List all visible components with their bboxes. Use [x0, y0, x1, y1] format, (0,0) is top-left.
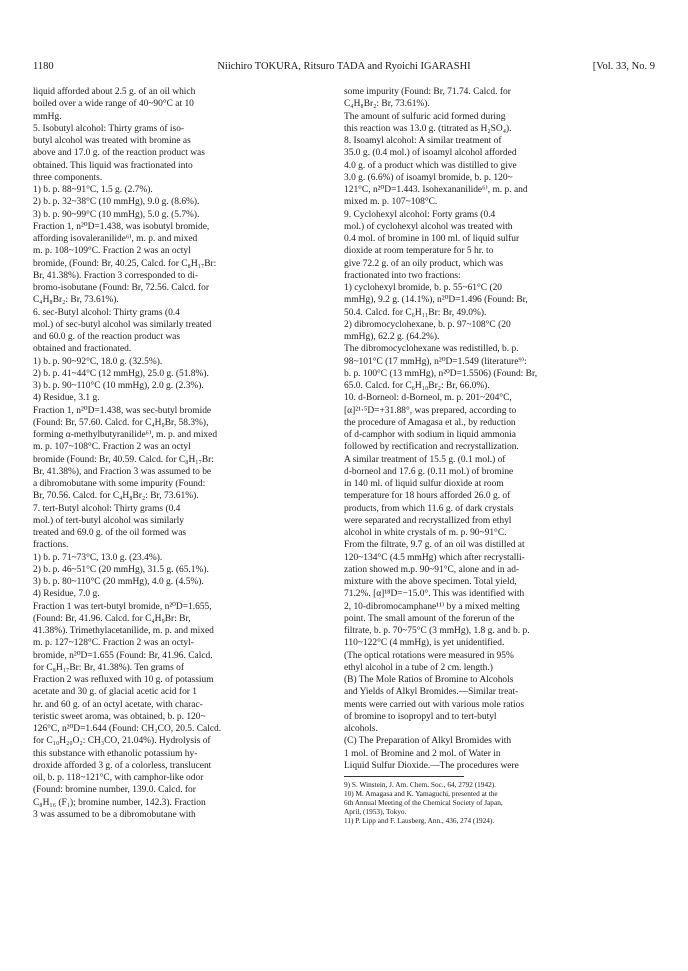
text-line: mol.) of tert-butyl alcohol was similarly [33, 515, 184, 526]
text-line: mmHg. [33, 111, 62, 122]
text-line: alcohols. [344, 724, 378, 734]
text-line: From the filtrate, 9.7 g. of an oil was distilled at [344, 540, 525, 551]
text-line: 35.0 g. (0.4 mol.) of isoamyl alcohol afforded [344, 148, 517, 159]
text-line: acetate and 30 g. of glacial acetic acid for 1 [33, 687, 198, 698]
text-line: Liquid Sulfur Dioxide.—The procedures were [344, 760, 519, 771]
text-line: boiled over a wide range of 40~90°C at 10 [33, 99, 194, 110]
text-line: (B) The Mole Ratios of Bromine to Alcohols [344, 675, 514, 685]
text-line: Fraction 1 was tert-butyl bromide, n²⁰D=1.655, [33, 601, 212, 612]
text-line: Br, 70.56. Calcd. for C₄H₈Br₂: Br, 73.61%). [33, 491, 199, 502]
text-line: mol.) of sec-butyl alcohol was similarly treated [33, 319, 212, 330]
text-line: three components. [33, 172, 103, 183]
text-line: bromide, (Found: Br, 40.25, Calcd. for C₈H₁₇Br: [33, 258, 217, 269]
text-line: bromide (Found: Br, 40.59. Calcd. for C₈H₁₇Br: [33, 454, 214, 465]
text-line: 0.4 mol. of bromine in 100 ml. of liquid sulfur [344, 234, 520, 244]
text-line: some impurity (Found: Br, 71.74. Calcd. for [344, 87, 511, 97]
text-line: 4) Residue, 3.1 g. [33, 393, 100, 404]
text-line: 10. d-Borneol: d-Borneol, m. p. 201~204°C, [344, 393, 512, 404]
text-line: 121°C, n²⁰D=1.443. Isohexananilide⁶⁾, m. p. and [344, 185, 528, 195]
text-line: above and 17.0 g. of the reaction product was [33, 148, 205, 159]
text-line: 9. Cyclohexyl alcohol: Forty grams (0.4 [344, 209, 496, 220]
text-line: Fraction 2 was refluxed with 10 g. of potassium [33, 675, 214, 685]
text-line: of d-camphor with sodium in liquid ammonia [344, 430, 516, 440]
text-line: teristic sweet aroma, was obtained, b. p. 120~ [33, 711, 206, 722]
text-line: 126°C, n²⁰D=1.644 (Found: CH₃CO, 20.5. Calcd. [33, 724, 222, 734]
text-line: (C) The Preparation of Alkyl Bromides with [344, 736, 512, 747]
text-line: 2) b. p. 32~38°C (10 mmHg), 9.0 g. (8.6%). [33, 197, 200, 208]
text-line: A similar treatment of 15.5 g. (0.1 mol.) of [344, 454, 506, 465]
text-line: 4.0 g. of a product which was distilled to give [344, 160, 517, 171]
text-line: ments were carried out with various mole ratios [344, 699, 525, 710]
text-line: 3 was assumed to be a dibromobutane with [33, 809, 196, 820]
text-line: this substance with ethanolic potassium hy- [33, 748, 198, 759]
text-line: 6. sec-Butyl alcohol: Thirty grams (0.4 [33, 307, 180, 318]
text-line: products, from which 11.6 g. of dark crystals [344, 503, 514, 514]
text-line: oil, b. p. 118~121°C, with camphor-like odor [33, 773, 204, 783]
text-line: 3) b. p. 90~110°C (10 mmHg), 2.0 g. (2.3%). [33, 381, 204, 391]
text-line: 2) b. p. 46~51°C (20 mmHg), 31.5 g. (65.1%). [33, 564, 209, 575]
text-line: 71.2%. [α]¹⁸D=−15.0°. This was identified with [344, 589, 525, 600]
text-line: m. p. 127~128°C. Fraction 2 was an octyl- [33, 638, 194, 649]
text-line: bromo-isobutane (Found: Br, 72.56. Calcd. for [33, 283, 210, 293]
running-header [33, 60, 655, 74]
text-line: 1) b. p. 71~73°C, 13.0 g. (23.4%). [33, 552, 163, 563]
text-line: 1) cyclohexyl bromide, b. p. 55~61°C (20 [344, 283, 503, 293]
text-line: were separated and recrystallized from ethyl [344, 515, 512, 526]
text-line: treated and 69.0 g. of the oil formed was [33, 528, 187, 538]
text-line: (The optical rotations were measured in 95% [344, 650, 514, 661]
page-number: 1180 [33, 61, 54, 72]
text-line: temperature for 18 hours afforded 26.0 g. of [344, 491, 511, 502]
text-line: 2) b. p. 41~44°C (12 mmHg), 25.0 g. (51.8%). [33, 368, 209, 379]
text-line: give 72.2 g. of an oily product, which was [344, 258, 504, 269]
text-line: filtrate, b. p. 70~75°C (3 mmHg), 1.8 g. and b. p. [344, 626, 530, 636]
text-line: m. p. 108~109°C. Fraction 2 was an octyl [33, 246, 191, 257]
footnote-line: 9) S. Winstein, J. Am. Chem. Soc., 64, 2792 (1942). [344, 780, 496, 789]
header-authors: Niichiro TOKURA, Ritsuro TADA and Ryoichi IGARASHI [217, 61, 471, 72]
text-line: (Found: bromine number, 139.0. Calcd. for [33, 785, 196, 796]
text-line: obtained and fractionated. [33, 344, 132, 355]
text-line: 3.0 g. (6.6%) of isoamyl bromide, b. p. 120~ [344, 172, 513, 183]
text-line: fractions. [33, 540, 69, 551]
text-line: (Found: Br, 41.96. Calcd. for C₄H₉Br: Br, [33, 613, 191, 624]
text-line: 41.38%). Trimethylacetanilide, m. p. and mixed [33, 626, 214, 636]
text-line: mmHg), 9.2 g. (14.1%), n²⁰D=1.496 (Found: Br, [344, 295, 528, 306]
text-line: mixed m. p. 107~108°C. [344, 197, 438, 208]
text-line: [α]²¹·⁵D=+31.88°, was prepared, according to [344, 405, 517, 416]
text-line: and Yields of Alkyl Bromides.—Similar treat- [344, 687, 519, 698]
text-line: b. p. 100°C (13 mmHg), n²⁰D=1.5506) (Found: Br, [344, 368, 538, 379]
text-line: mmHg), 62.2 g. (64.2%). [344, 332, 440, 342]
text-line: fractionated into two fractions: [344, 270, 461, 281]
text-line: dioxide at room temperature for 5 hr. to [344, 246, 494, 257]
text-line: mol.) of cyclohexyl alcohol was treated with [344, 221, 513, 232]
text-line: mixture with the above specimen. Total yield, [344, 577, 517, 587]
text-line: for C₈H₁₇Br: Br, 41.38%). Ten grams of [33, 662, 184, 673]
text-line: 1 mol. of Bromine and 2 mol. of Water in [344, 748, 501, 759]
text-line: followed by rectification and recrystallization. [344, 442, 519, 453]
text-line: alcohol in white crystals of m. p. 90~91°C. [344, 528, 507, 538]
footnote-line: April, (1953), Tokyo. [344, 807, 407, 816]
text-line: this reaction was 13.0 g. (titrated as H₂SO₄). [344, 123, 512, 134]
text-line: a dibromobutane with some impurity (Found: [33, 479, 206, 489]
text-line: 50.4. Calcd. for C₆H₁₁Br: Br, 49.0%). [344, 307, 487, 318]
text-line: 2, 10-dibromocamphane¹¹⁾ by a mixed melting [344, 601, 520, 612]
text-line: 3) b. p. 80~110°C (20 mmHg), 4.0 g. (4.5%). [33, 577, 204, 587]
footnote-line: 11) P. Lipp and F. Lausberg, Ann., 436, 274 (1924). [344, 816, 495, 825]
text-line: 1) b. p. 90~92°C, 18.0 g. (32.5%). [33, 356, 163, 367]
text-line: Br, 41.38%), and Fraction 3 was assumed to be [33, 466, 212, 477]
text-line: The dibromocyclohexane was redistilled, b. p. [344, 344, 519, 355]
text-line: d-borneol and 17.6 g. (0.11 mol.) of bromine [344, 466, 514, 477]
right-column-body [344, 86, 650, 772]
text-line: droxide afforded 3 g. of a colorless, translucent [33, 760, 212, 771]
left-column [33, 86, 339, 821]
text-line: Br, 41.38%). Fraction 3 corresponded to di- [33, 270, 199, 281]
text-line: bromide, n²⁰D=1.655 (Found: Br, 41.96. Calcd. [33, 650, 213, 661]
text-line: butyl alcohol was treated with bromine as [33, 136, 191, 146]
text-line: forming α-methylbutyranilide⁶⁾, m. p. and mixed [33, 430, 218, 440]
text-line: affording isovaleranilide⁶⁾, m. p. and mixed [33, 234, 198, 244]
text-line: 120~134°C (4.5 mmHg) which after recrystalli- [344, 552, 525, 563]
footnote-line: 6th Annual Meeting of the Chemical Society of Japan, [344, 798, 503, 807]
text-line: in 140 ml. of liquid sulfur dioxide at room [344, 479, 504, 489]
footnotes [344, 780, 650, 825]
text-line: ethyl alcohol in a tube of 2 cm. length.) [344, 662, 493, 673]
text-line: 4) Residue, 7.0 g. [33, 589, 100, 600]
text-line: obtained. This liquid was fractionated into [33, 160, 193, 171]
text-line: The amount of sulfuric acid formed during [344, 111, 506, 122]
text-line: Fraction 1, n²⁰D=1.438, was sec-butyl bromide [33, 405, 212, 416]
text-line: 65.0. Calcd. for C₆H₁₀Br₂: Br, 66.0%). [344, 381, 490, 391]
text-line: (Found: Br, 57.60. Calcd. for C₄H₉Br, 58.3%), [33, 417, 209, 428]
text-line: 5. Isobutyl alcohol: Thirty grams of iso- [33, 123, 185, 134]
footnote-line: 10) M. Amagasa and K. Yamaguchi, presented at the [344, 789, 498, 798]
text-line: 7. tert-Butyl alcohol: Thirty grams (0.4 [33, 503, 181, 514]
text-line: liquid afforded about 2.5 g. of an oil which [33, 87, 196, 97]
text-line: point. The small amount of the forerun of the [344, 613, 515, 624]
text-line: 8. Isoamyl alcohol: A similar treatment of [344, 136, 502, 146]
text-line: Fraction 1, n²⁰D=1.438, was isobutyl bromide, [33, 221, 210, 232]
text-line: m. p. 107~108°C. Fraction 2 was an octyl [33, 442, 191, 453]
text-line: C₄H₈Br₂: Br, 73.61%). [33, 295, 119, 306]
text-line: the procedure of Amagasa et al., by reduction [344, 417, 516, 428]
text-line: of bromine to isopropyl and to tert-butyl [344, 711, 497, 722]
right-column [344, 86, 650, 825]
text-line: 3) b. p. 90~99°C (10 mmHg), 5.0 g. (5.7%). [33, 209, 200, 220]
text-line: zation showed m.p. 90~91°C, alone and in ad- [344, 564, 520, 575]
text-line: hr. and 60 g. of an octyl acetate, with charac- [33, 699, 203, 710]
text-line: and 60.0 g. of the reaction product was [33, 332, 181, 342]
text-line: C₈H₁₆ (F₁); bromine number, 142.3). Fraction [33, 797, 206, 808]
footnote-divider [344, 776, 464, 777]
text-line: for C₁₀H₂₀O₂: CH₃CO, 21.04%). Hydrolysis of [33, 736, 211, 747]
text-line: 110~122°C (4 mmHg), is yet unidentified. [344, 638, 505, 649]
text-line: C₄H₈Br₂: Br, 73.61%). [344, 99, 430, 110]
text-line: 1) b. p. 88~91°C, 1.5 g. (2.7%). [33, 185, 153, 195]
text-line: 98~101°C (17 mmHg), n²⁰D=1.549 (literature⁹⁾: [344, 356, 527, 367]
text-line: 2) dibromocyclohexane, b. p. 97~108°C (20 [344, 319, 511, 330]
header-volume: [Vol. 33, No. 9 [592, 61, 655, 72]
